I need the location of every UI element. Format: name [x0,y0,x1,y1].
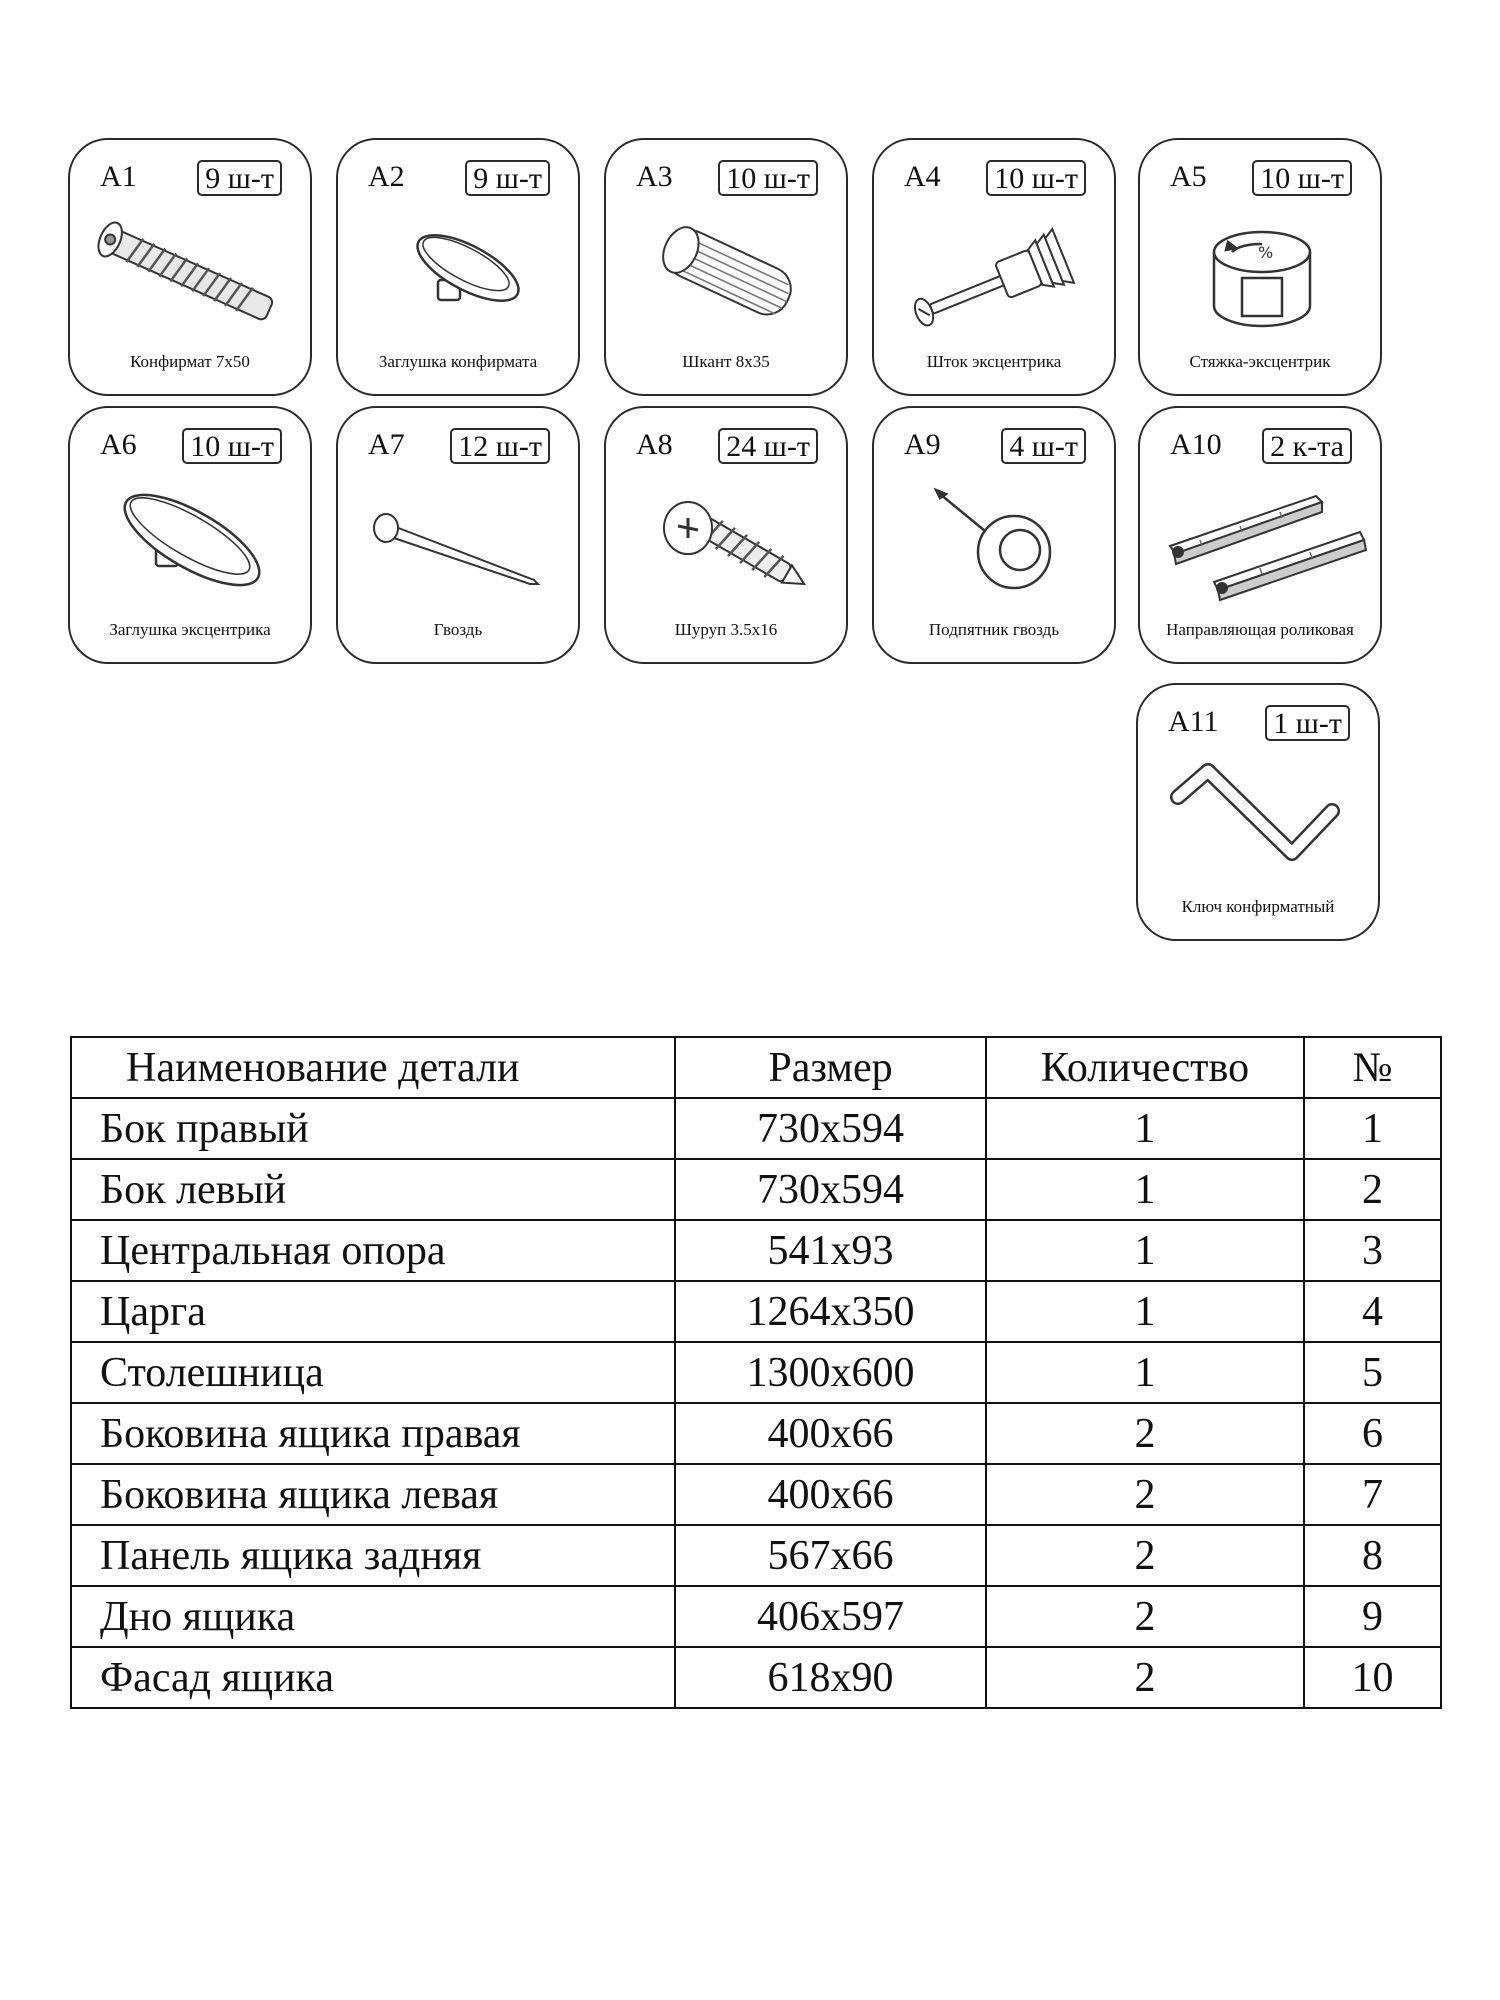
hardware-card-a6 [68,406,312,664]
table-header-row [71,1037,1441,1098]
part-qty: 1 [986,1159,1304,1220]
part-qty: 2 [986,1403,1304,1464]
header-size: Размер [675,1037,986,1098]
part-caption: Заглушка эксцентрика [109,620,271,639]
part-number: 9 [1304,1586,1441,1647]
part-size: 1300x600 [675,1342,986,1403]
table-row [71,1586,1441,1647]
quantity-badge: 2 к-та [1262,428,1352,464]
part-code: A2 [368,160,405,193]
table-row [71,1220,1441,1281]
nail-icon [338,480,582,610]
table-row [71,1647,1441,1708]
part-qty: 2 [986,1586,1304,1647]
hardware-card-a2 [336,138,580,396]
table-row [71,1464,1441,1525]
hardware-card-a7 [336,406,580,664]
part-number: 1 [1304,1098,1441,1159]
part-code: A9 [904,428,941,461]
part-number: 2 [1304,1159,1441,1220]
hex-key-icon [1138,757,1382,887]
part-caption: Стяжка-эксцентрик [1189,352,1331,371]
part-caption: Шкант 8x35 [682,352,770,371]
table-row [71,1525,1441,1586]
wood-screw-icon [606,480,850,610]
part-number: 7 [1304,1464,1441,1525]
part-number: 3 [1304,1220,1441,1281]
part-name: Столешница [71,1342,675,1403]
part-size: 406x597 [675,1586,986,1647]
hardware-card-a5 [1138,138,1382,396]
header-no: № [1304,1037,1441,1098]
hardware-card-a8 [604,406,848,664]
roller-slide-icon [1140,480,1384,610]
quantity-badge: 9 ш-т [465,160,550,196]
eccentric-rod-icon [874,212,1118,342]
hardware-card-a9 [872,406,1116,664]
quantity-badge: 10 ш-т [986,160,1086,196]
part-code: A7 [368,428,405,461]
furniture-glide-icon [874,480,1118,610]
header-name: Наименование детали [71,1037,675,1098]
part-name: Бок правый [71,1098,675,1159]
part-size: 730x594 [675,1098,986,1159]
part-code: A3 [636,160,673,193]
hardware-card-a11 [1136,683,1380,941]
part-qty: 1 [986,1342,1304,1403]
part-code: A5 [1170,160,1207,193]
part-name: Панель ящика задняя [71,1525,675,1586]
part-code: A11 [1168,705,1219,738]
quantity-badge: 4 ш-т [1001,428,1086,464]
part-number: 10 [1304,1647,1441,1708]
table-row [71,1281,1441,1342]
part-name: Бок левый [71,1159,675,1220]
confirmat-screw-icon [70,212,314,342]
part-qty: 2 [986,1464,1304,1525]
part-size: 1264x350 [675,1281,986,1342]
svg-text:%: % [1258,243,1274,262]
part-caption: Конфирмат 7x50 [130,352,250,371]
part-caption: Гвоздь [433,620,483,639]
hardware-card-a1 [68,138,312,396]
quantity-badge: 10 ш-т [182,428,282,464]
hardware-card-a3 [604,138,848,396]
part-qty: 1 [986,1098,1304,1159]
cam-lock-icon [1140,212,1384,342]
quantity-badge: 9 ш-т [197,160,282,196]
table-row [71,1342,1441,1403]
part-number: 5 [1304,1342,1441,1403]
part-qty: 2 [986,1647,1304,1708]
part-caption: Заглушка конфирмата [378,352,538,371]
part-size: 730x594 [675,1159,986,1220]
part-size: 541x93 [675,1220,986,1281]
part-code: A4 [904,160,941,193]
part-caption: Шток эксцентрика [926,352,1062,371]
part-size: 400x66 [675,1464,986,1525]
part-code: A8 [636,428,673,461]
part-name: Боковина ящика левая [71,1464,675,1525]
eccentric-cap-icon [70,480,314,610]
part-size: 618x90 [675,1647,986,1708]
part-code: A1 [100,160,137,193]
part-code: A6 [100,428,137,461]
part-qty: 2 [986,1525,1304,1586]
part-name: Фасад ящика [71,1647,675,1708]
dowel-icon [606,212,850,342]
header-qty: Количество [986,1037,1304,1098]
hardware-card-a10 [1138,406,1382,664]
quantity-badge: 12 ш-т [450,428,550,464]
table-row [71,1098,1441,1159]
part-name: Дно ящика [71,1586,675,1647]
hardware-card-a4 [872,138,1116,396]
quantity-badge: 24 ш-т [718,428,818,464]
part-name: Центральная опора [71,1220,675,1281]
part-number: 6 [1304,1403,1441,1464]
part-caption: Ключ конфирматный [1181,897,1335,916]
quantity-badge: 10 ш-т [718,160,818,196]
part-name: Боковина ящика правая [71,1403,675,1464]
part-number: 8 [1304,1525,1441,1586]
part-caption: Направляющая роликовая [1166,620,1354,639]
part-caption: Подпятник гвоздь [928,620,1060,639]
part-size: 400x66 [675,1403,986,1464]
part-name: Царга [71,1281,675,1342]
quantity-badge: 10 ш-т [1252,160,1352,196]
part-number: 4 [1304,1281,1441,1342]
part-size: 567x66 [675,1525,986,1586]
quantity-badge: 1 ш-т [1265,705,1350,741]
part-qty: 1 [986,1220,1304,1281]
parts-table [70,1036,1442,1709]
part-qty: 1 [986,1281,1304,1342]
part-code: A10 [1170,428,1222,461]
table-row [71,1403,1441,1464]
table-row [71,1159,1441,1220]
confirmat-cap-icon [338,212,582,342]
part-caption: Шуруп 3.5x16 [674,620,778,639]
